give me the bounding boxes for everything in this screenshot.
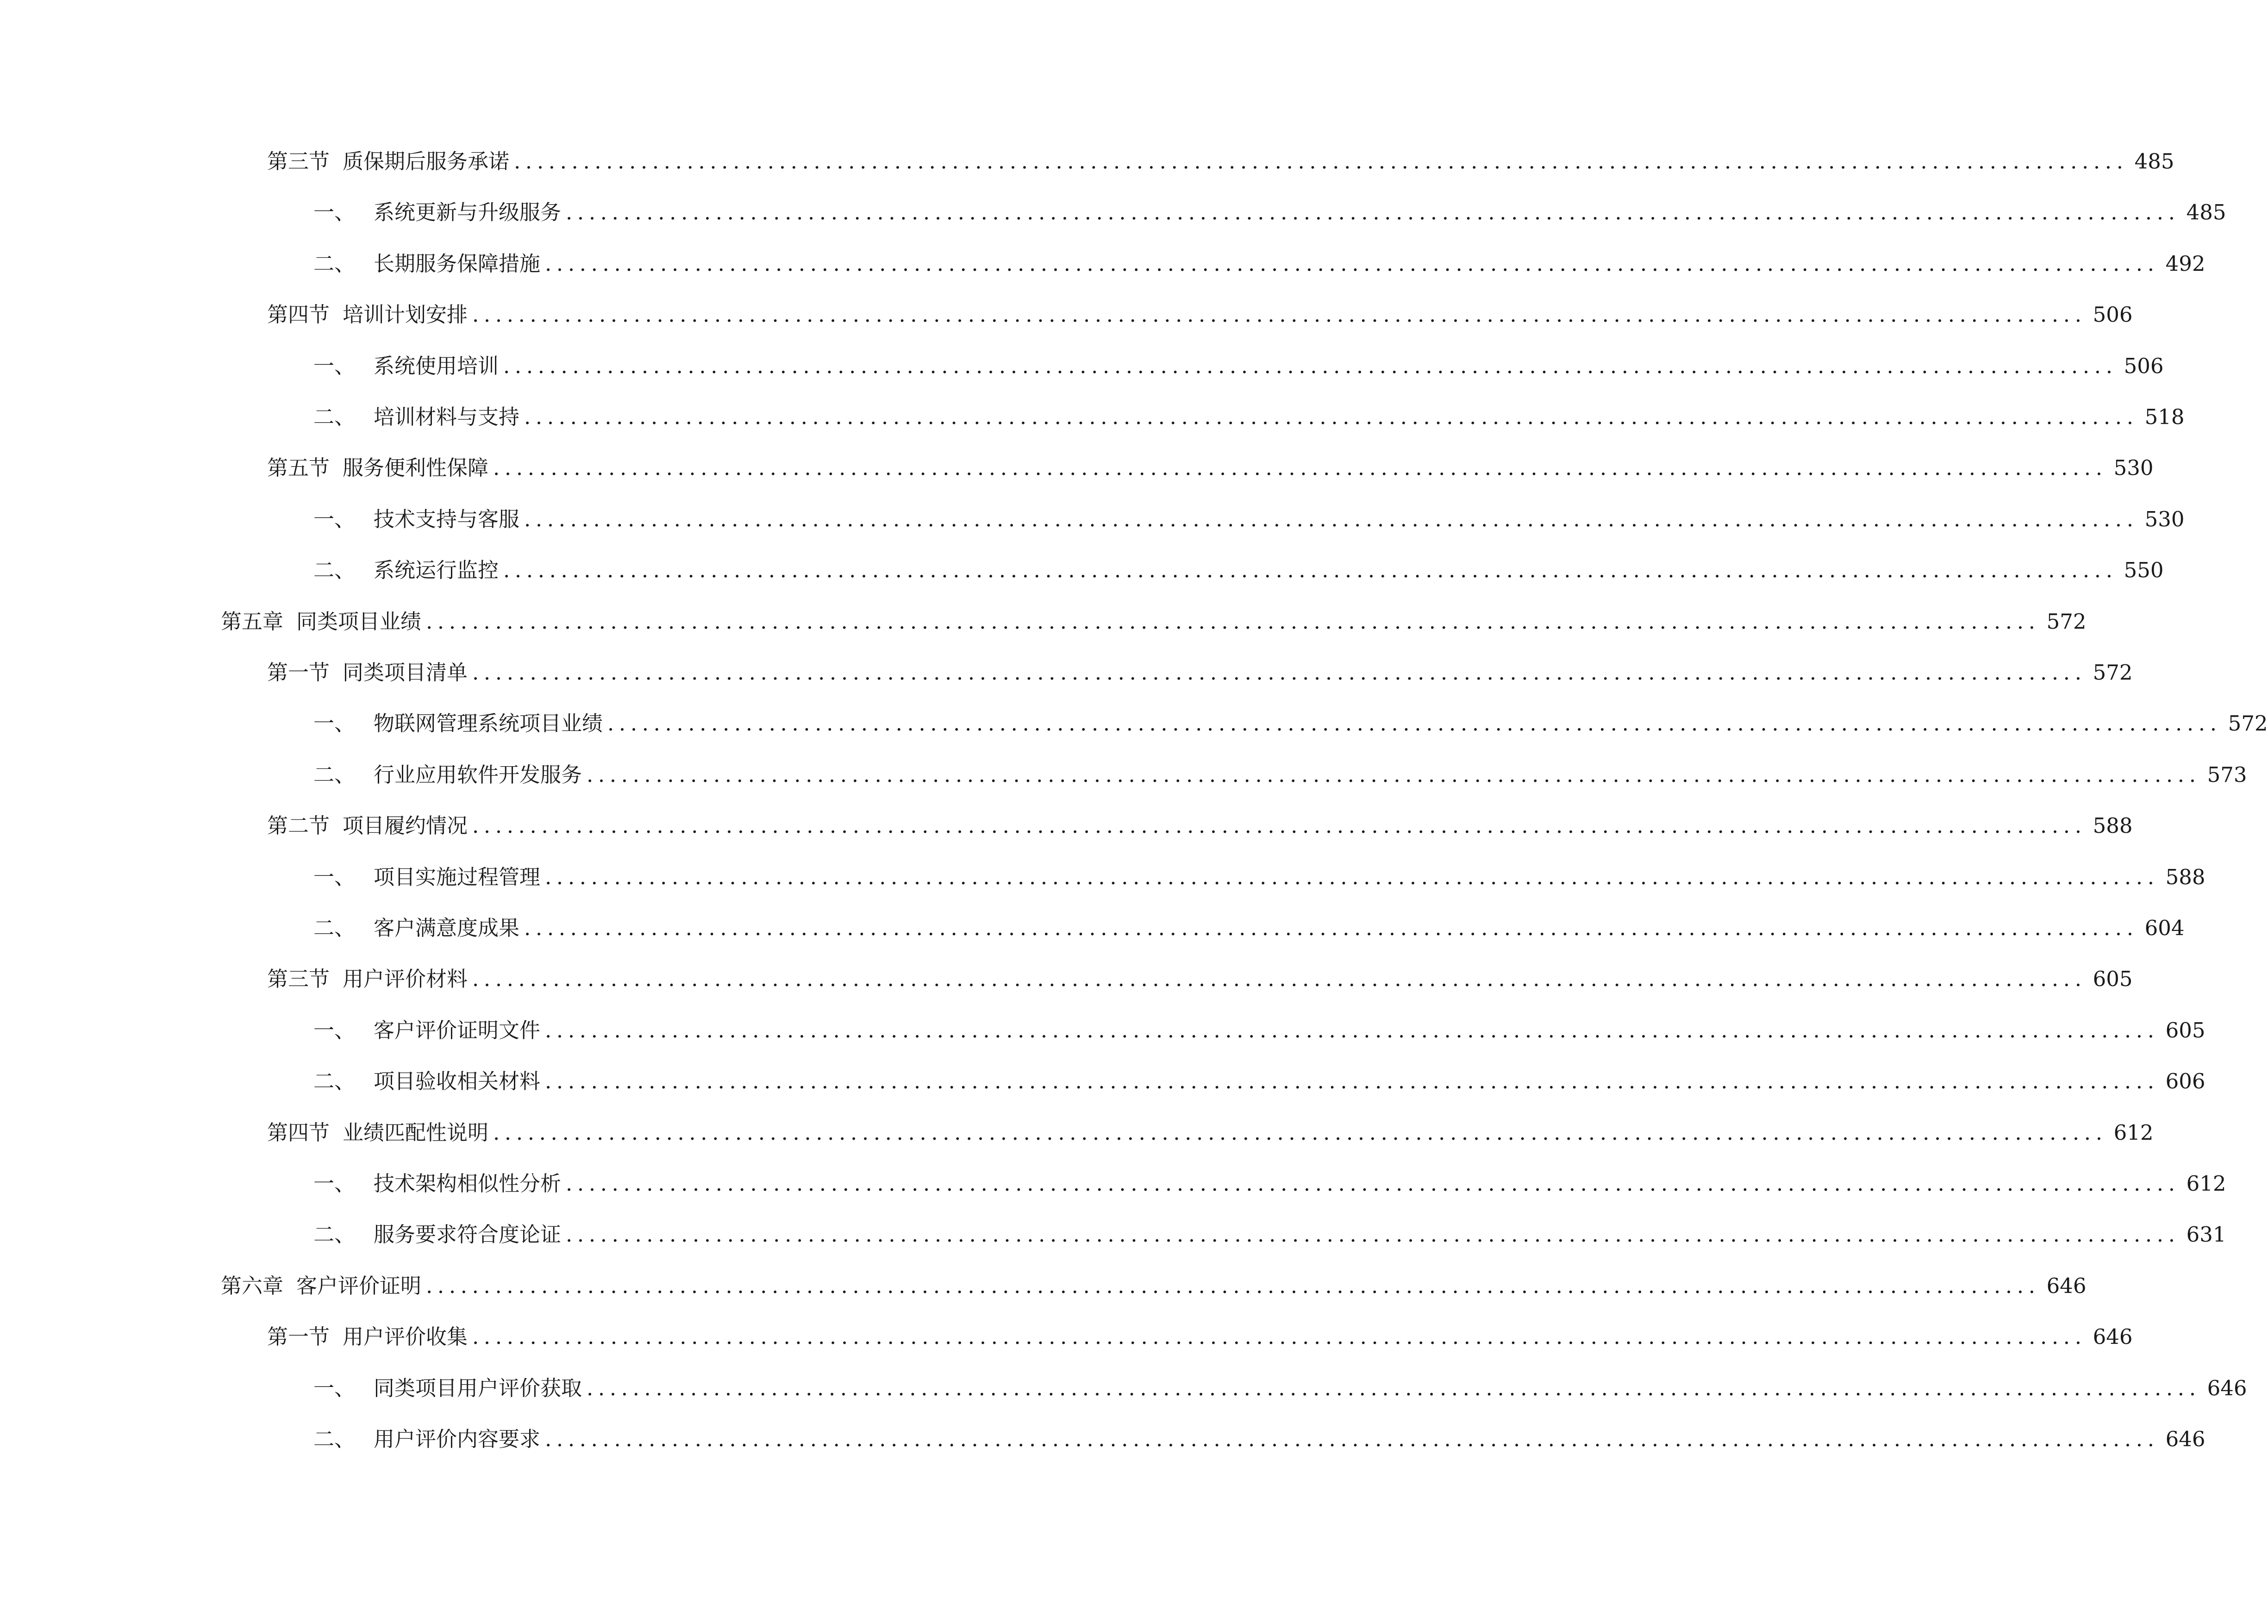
toc-entry-text: 客户满意度成果 xyxy=(374,916,520,940)
toc-entry-number: 二、 xyxy=(313,405,356,429)
dot-leader: ............................................................................................................................................ xyxy=(566,1222,2180,1247)
toc-page-number: 646 xyxy=(2207,1375,2247,1400)
toc-page-number: 485 xyxy=(2134,149,2174,174)
toc-entry-title xyxy=(267,1318,468,1355)
toc-entry-text: 行业应用软件开发服务 xyxy=(374,762,582,787)
toc-entry[interactable] xyxy=(267,807,2133,844)
toc-entry-number: 第四节 xyxy=(267,302,330,327)
toc-entry-number: 一、 xyxy=(313,711,356,736)
toc-entry[interactable] xyxy=(313,910,2185,947)
toc-entry[interactable] xyxy=(267,961,2133,998)
toc-entry-number: 第三节 xyxy=(267,967,330,992)
toc-entry-title xyxy=(267,450,488,487)
toc-entry-text: 同类项目清单 xyxy=(343,660,468,685)
dot-leader: ............................................................................................................................................ xyxy=(545,251,2159,276)
toc-entry[interactable] xyxy=(313,245,2206,282)
dot-leader: ............................................................................................................................................ xyxy=(493,456,2107,481)
toc-entry[interactable] xyxy=(313,399,2185,436)
toc-page-number: 506 xyxy=(2093,302,2133,327)
toc-entry-number: 第二节 xyxy=(267,813,330,838)
toc-entry-number: 一、 xyxy=(313,1375,356,1400)
toc-page-number: 518 xyxy=(2144,405,2185,429)
toc-entry[interactable] xyxy=(313,705,2268,742)
toc-entry[interactable] xyxy=(267,654,2133,691)
toc-entry-text: 客户评价证明 xyxy=(296,1273,422,1298)
toc-entry-text: 用户评价内容要求 xyxy=(374,1427,541,1451)
toc-entry-title xyxy=(221,1268,421,1305)
toc-entry-title xyxy=(313,756,582,793)
toc-entry[interactable] xyxy=(313,1421,2206,1458)
toc-entry-number: 第六章 xyxy=(221,1273,284,1298)
toc-entry[interactable] xyxy=(267,296,2133,333)
dot-leader: ............................................................................................................................................ xyxy=(426,1273,2040,1298)
toc-entry-title xyxy=(313,501,519,538)
toc-entry-text: 培训计划安排 xyxy=(343,302,468,327)
toc-entry-text: 培训材料与支持 xyxy=(374,405,520,429)
toc-entry[interactable] xyxy=(313,1370,2247,1407)
toc-entry-text: 服务便利性保障 xyxy=(343,456,489,481)
toc-page-number: 588 xyxy=(2093,813,2133,838)
toc-page-number: 631 xyxy=(2186,1222,2226,1247)
toc-entry-number: 第一节 xyxy=(267,660,330,685)
toc-entry[interactable] xyxy=(313,552,2164,589)
dot-leader: ............................................................................................................................................ xyxy=(524,506,2138,531)
toc-entry-number: 一、 xyxy=(313,353,356,378)
toc-entry-number: 二、 xyxy=(313,916,356,940)
toc-entry[interactable] xyxy=(267,1318,2133,1355)
toc-entry-title xyxy=(267,807,468,844)
toc-entry-text: 项目实施过程管理 xyxy=(374,864,541,889)
toc-entry[interactable] xyxy=(313,1165,2226,1202)
toc-entry-text: 同类项目业绩 xyxy=(296,609,422,634)
dot-leader: ............................................................................................................................................ xyxy=(503,353,2118,378)
toc-page-number: 492 xyxy=(2165,251,2206,276)
toc-entry-text: 技术支持与客服 xyxy=(374,506,520,531)
toc-entry-title xyxy=(313,1216,561,1253)
toc-entry[interactable] xyxy=(313,194,2226,231)
dot-leader: ............................................................................................................................................ xyxy=(524,405,2138,429)
toc-entry-number: 二、 xyxy=(313,1427,356,1451)
toc-entry-title xyxy=(313,1165,561,1202)
toc-page-number: 604 xyxy=(2144,916,2185,940)
dot-leader: ............................................................................................................................................ xyxy=(524,916,2138,940)
toc-entry[interactable] xyxy=(313,1063,2206,1100)
toc-entry-number: 第四节 xyxy=(267,1120,330,1145)
toc-entry[interactable] xyxy=(221,603,2087,640)
toc-entry-text: 项目履约情况 xyxy=(343,813,468,838)
toc-page-number: 572 xyxy=(2228,711,2268,736)
toc-entry-number: 一、 xyxy=(313,200,356,225)
toc-entry-title xyxy=(267,1114,488,1151)
toc-page-number: 646 xyxy=(2093,1324,2133,1349)
toc-entry-number: 第五节 xyxy=(267,456,330,481)
toc-entry-title xyxy=(267,143,509,180)
dot-leader: ............................................................................................................................................ xyxy=(472,813,2087,838)
toc-entry-text: 质保期后服务承诺 xyxy=(343,149,510,174)
toc-entry[interactable] xyxy=(313,501,2185,538)
toc-entry-title xyxy=(313,194,561,231)
dot-leader: ............................................................................................................................................ xyxy=(472,302,2087,327)
dot-leader: ............................................................................................................................................ xyxy=(514,149,2128,174)
toc-entry-number: 二、 xyxy=(313,558,356,583)
dot-leader: ............................................................................................................................................ xyxy=(472,967,2087,992)
toc-entry-title xyxy=(267,296,468,333)
toc-entry-text: 同类项目用户评价获取 xyxy=(374,1375,582,1400)
toc-entry-text: 用户评价材料 xyxy=(343,967,468,992)
toc-entry-title xyxy=(313,1012,540,1049)
toc-entry[interactable] xyxy=(313,756,2247,793)
dot-leader: ............................................................................................................................................ xyxy=(503,558,2118,583)
dot-leader: ............................................................................................................................................ xyxy=(545,864,2159,889)
toc-entry-title xyxy=(313,1421,540,1458)
dot-leader: ............................................................................................................................................ xyxy=(545,1018,2159,1043)
toc-entry-text: 系统更新与升级服务 xyxy=(374,200,562,225)
toc-entry-number: 第一节 xyxy=(267,1324,330,1349)
toc-entry-number: 二、 xyxy=(313,1222,356,1247)
toc-entry[interactable] xyxy=(313,1216,2226,1253)
dot-leader: ............................................................................................................................................ xyxy=(566,200,2180,225)
toc-page-number: 646 xyxy=(2165,1427,2206,1451)
toc-page-number: 588 xyxy=(2165,864,2206,889)
toc-entry-text: 项目验收相关材料 xyxy=(374,1069,541,1094)
toc-page-number: 612 xyxy=(2113,1120,2154,1145)
toc-entry-text: 系统使用培训 xyxy=(374,353,499,378)
toc-entry-title xyxy=(313,859,540,896)
dot-leader: ............................................................................................................................................ xyxy=(472,660,2087,685)
toc-page-number: 506 xyxy=(2124,353,2164,378)
dot-leader: ............................................................................................................................................ xyxy=(587,1375,2201,1400)
dot-leader: ............................................................................................................................................ xyxy=(545,1427,2159,1451)
toc-entry-text: 物联网管理系统项目业绩 xyxy=(374,711,603,736)
toc-page-number: 605 xyxy=(2165,1018,2206,1043)
toc-entry-number: 第五章 xyxy=(221,609,284,634)
dot-leader: ............................................................................................................................................ xyxy=(587,762,2201,787)
toc-entry-title xyxy=(313,705,603,742)
toc-entry-number: 二、 xyxy=(313,762,356,787)
toc-entry[interactable] xyxy=(267,450,2154,487)
dot-leader: ............................................................................................................................................ xyxy=(472,1324,2087,1349)
toc-entry-number: 一、 xyxy=(313,1018,356,1043)
toc-page-number: 530 xyxy=(2144,506,2185,531)
dot-leader: ............................................................................................................................................ xyxy=(607,711,2222,736)
toc-entry-title xyxy=(267,961,468,998)
dot-leader: ............................................................................................................................................ xyxy=(493,1120,2107,1145)
toc-page-number: 606 xyxy=(2165,1069,2206,1094)
dot-leader: ............................................................................................................................................ xyxy=(545,1069,2159,1094)
toc-entry-title xyxy=(313,910,519,947)
toc-entry-text: 业绩匹配性说明 xyxy=(343,1120,489,1145)
toc-entry-title xyxy=(313,245,540,282)
toc-entry-title xyxy=(313,1063,540,1100)
toc-entry[interactable] xyxy=(267,1114,2154,1151)
dot-leader: ............................................................................................................................................ xyxy=(566,1171,2180,1196)
toc-page-number: 550 xyxy=(2124,558,2164,583)
toc-entry-number: 一、 xyxy=(313,506,356,531)
toc-entry-number: 第三节 xyxy=(267,149,330,174)
toc-entry-title xyxy=(313,348,499,385)
toc-page-number: 605 xyxy=(2093,967,2133,992)
toc-page-number: 485 xyxy=(2186,200,2226,225)
toc-page-number: 530 xyxy=(2113,456,2154,481)
toc-entry-title xyxy=(267,654,468,691)
toc-entry-text: 长期服务保障措施 xyxy=(374,251,541,276)
toc-entry-number: 一、 xyxy=(313,1171,356,1196)
dot-leader: ............................................................................................................................................ xyxy=(426,609,2040,634)
toc-page-number: 573 xyxy=(2207,762,2247,787)
toc-page-number: 646 xyxy=(2046,1273,2087,1298)
toc-entry-title xyxy=(313,552,499,589)
toc-entry-number: 二、 xyxy=(313,251,356,276)
toc-entry[interactable] xyxy=(267,143,2174,180)
toc-entry[interactable] xyxy=(313,348,2164,385)
toc-entry[interactable] xyxy=(221,1268,2087,1305)
toc-entry-title xyxy=(313,399,519,436)
toc-entry-title xyxy=(221,603,421,640)
toc-entry-title xyxy=(313,1370,582,1407)
toc-entry-number: 一、 xyxy=(313,864,356,889)
toc-entry-text: 系统运行监控 xyxy=(374,558,499,583)
toc-entry-number: 二、 xyxy=(313,1069,356,1094)
toc-entry-text: 服务要求符合度论证 xyxy=(374,1222,562,1247)
toc-entry-text: 用户评价收集 xyxy=(343,1324,468,1349)
toc-entry-text: 技术架构相似性分析 xyxy=(374,1171,562,1196)
toc-entry[interactable] xyxy=(313,859,2206,896)
toc-entry[interactable] xyxy=(313,1012,2206,1049)
toc-page-number: 572 xyxy=(2093,660,2133,685)
toc-entry-text: 客户评价证明文件 xyxy=(374,1018,541,1043)
toc-page-number: 612 xyxy=(2186,1171,2226,1196)
toc-page-number: 572 xyxy=(2046,609,2087,634)
